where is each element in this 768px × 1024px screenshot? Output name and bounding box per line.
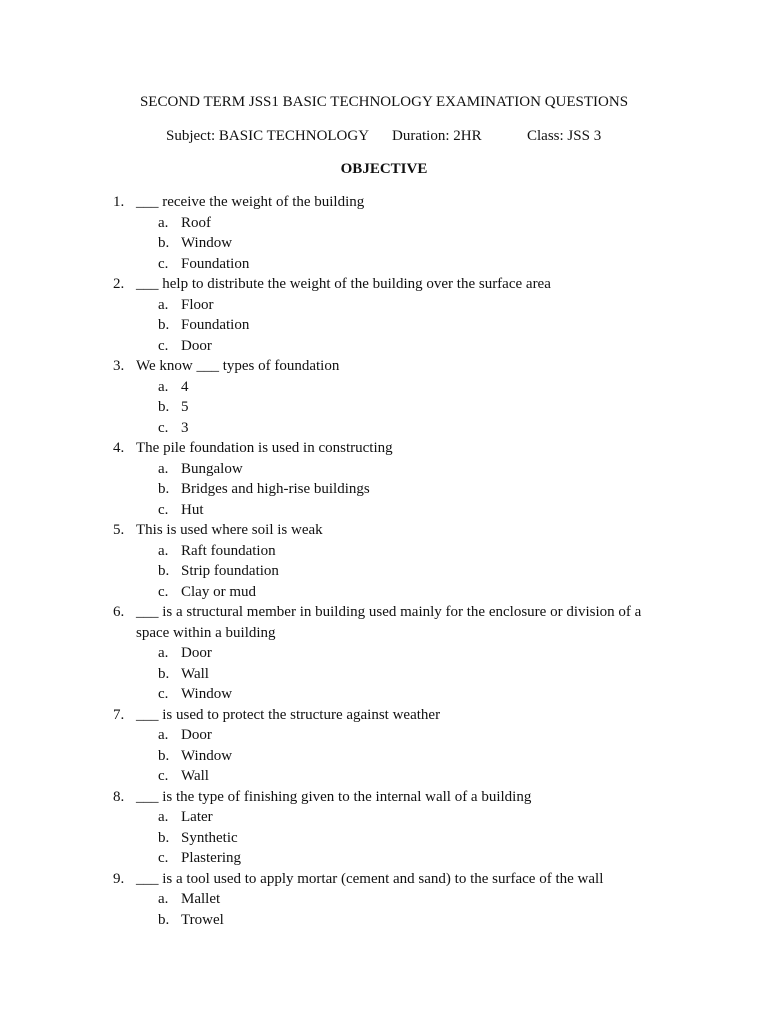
- option-text: Bridges and high-rise buildings: [181, 481, 370, 497]
- option-text: Window: [181, 747, 233, 764]
- question-number: 3.: [113, 358, 125, 374]
- option-item: [0, 848, 768, 869]
- option-letter: b.: [158, 563, 170, 579]
- option-text: Strip foundation: [181, 563, 279, 579]
- question-line: [0, 787, 768, 808]
- option-letter: a.: [158, 214, 169, 231]
- option-item: [0, 213, 768, 234]
- question-text: We know ___ types of foundation: [136, 358, 340, 374]
- question-text: The pile foundation is used in constructing: [136, 440, 393, 456]
- question-line: [0, 356, 768, 377]
- option-item: [0, 725, 768, 746]
- option-item: [0, 910, 768, 931]
- question-text: ___ is the type of finishing given to the internal wall of a building: [136, 788, 532, 805]
- question-line: [0, 705, 768, 726]
- option-letter: a.: [158, 378, 169, 395]
- option-text: Later: [181, 809, 213, 825]
- question-text: ___ is a structural member in building used mainly for the enclosure or division of a: [136, 604, 642, 620]
- question-line: [0, 623, 768, 644]
- question-text: This is used where soil is weak: [136, 522, 323, 538]
- option-letter: a.: [158, 645, 169, 661]
- option-letter: b.: [158, 481, 170, 497]
- option-text: Plastering: [181, 850, 241, 866]
- option-item: [0, 500, 768, 521]
- option-text: Wall: [181, 768, 209, 784]
- option-text: Foundation: [181, 317, 250, 333]
- option-letter: c.: [158, 419, 169, 436]
- option-item: [0, 766, 768, 787]
- option-text: Door: [181, 645, 212, 661]
- option-letter: c.: [158, 768, 169, 784]
- question-line: [0, 438, 768, 459]
- option-item: [0, 561, 768, 582]
- option-item: [0, 315, 768, 336]
- option-text: Wall: [181, 665, 209, 682]
- option-letter: a.: [158, 809, 169, 825]
- option-letter: c.: [158, 686, 169, 702]
- option-text: Floor: [181, 296, 214, 313]
- option-letter: a.: [158, 460, 169, 477]
- option-text: Hut: [181, 501, 204, 518]
- subject-label: Subject: BASIC TECHNOLOGY: [166, 128, 370, 144]
- option-letter: a.: [158, 727, 169, 743]
- option-letter: c.: [158, 501, 169, 518]
- option-item: [0, 377, 768, 398]
- option-letter: a.: [158, 296, 169, 313]
- option-letter: c.: [158, 583, 169, 600]
- option-letter: a.: [158, 542, 169, 559]
- question-number: 9.: [113, 870, 125, 887]
- question-text: ___ is used to protect the structure against weather: [136, 706, 441, 723]
- question-number: 1.: [113, 194, 125, 210]
- option-text: Window: [181, 686, 233, 702]
- option-letter: b.: [158, 665, 170, 682]
- option-letter: b.: [158, 235, 170, 251]
- question-text: space within a building: [136, 624, 276, 641]
- option-letter: b.: [158, 399, 170, 415]
- option-letter: b.: [158, 911, 170, 928]
- option-item: [0, 582, 768, 603]
- option-text: Roof: [181, 214, 211, 231]
- option-item: [0, 684, 768, 705]
- option-item: [0, 459, 768, 480]
- option-text: Bungalow: [181, 460, 243, 477]
- option-text: 5: [181, 399, 189, 415]
- page-title: SECOND TERM JSS1 BASIC TECHNOLOGY EXAMINATION QUESTIONS: [139, 94, 629, 110]
- option-text: Mallet: [181, 891, 221, 907]
- question-number: 6.: [113, 604, 125, 620]
- question-text: ___ receive the weight of the building: [136, 194, 365, 210]
- option-item: [0, 479, 768, 500]
- option-text: Raft foundation: [181, 542, 276, 559]
- option-text: 4: [181, 378, 189, 395]
- option-item: [0, 295, 768, 316]
- option-item: [0, 336, 768, 357]
- question-text: ___ help to distribute the weight of the building over the surface area: [136, 276, 551, 292]
- option-letter: c.: [158, 337, 169, 354]
- option-item: [0, 889, 768, 910]
- option-text: 3: [181, 419, 189, 436]
- option-letter: b.: [158, 829, 170, 846]
- option-letter: a.: [158, 891, 169, 907]
- option-item: [0, 746, 768, 767]
- option-item: [0, 664, 768, 685]
- option-letter: c.: [158, 850, 169, 866]
- option-item: [0, 541, 768, 562]
- class-label: Class: JSS 3: [527, 128, 602, 144]
- option-text: Window: [181, 235, 233, 251]
- question-line: [0, 869, 768, 890]
- option-item: [0, 643, 768, 664]
- option-item: [0, 397, 768, 418]
- question-number: 5.: [113, 522, 125, 538]
- option-text: Door: [181, 337, 212, 354]
- option-item: [0, 807, 768, 828]
- option-item: [0, 828, 768, 849]
- question-line: [0, 602, 768, 623]
- option-text: Trowel: [181, 911, 224, 928]
- option-item: [0, 254, 768, 275]
- question-text: ___ is a tool used to apply mortar (cement and sand) to the surface of the wall: [136, 870, 604, 887]
- question-number: 7.: [113, 706, 125, 723]
- option-text: Door: [181, 727, 212, 743]
- question-number: 8.: [113, 788, 125, 805]
- question-line: [0, 192, 768, 213]
- option-letter: c.: [158, 255, 169, 272]
- option-letter: b.: [158, 317, 170, 333]
- question-number: 4.: [113, 440, 125, 456]
- option-text: Foundation: [181, 255, 250, 272]
- question-list: [0, 192, 768, 930]
- section-heading: OBJECTIVE: [340, 161, 428, 177]
- question-line: [0, 274, 768, 295]
- question-number: 2.: [113, 276, 125, 292]
- question-line: [0, 520, 768, 541]
- option-item: [0, 233, 768, 254]
- option-text: Synthetic: [181, 829, 238, 846]
- duration-label: Duration: 2HR: [392, 128, 482, 144]
- option-text: Clay or mud: [181, 583, 256, 600]
- option-letter: b.: [158, 747, 170, 764]
- option-item: [0, 418, 768, 439]
